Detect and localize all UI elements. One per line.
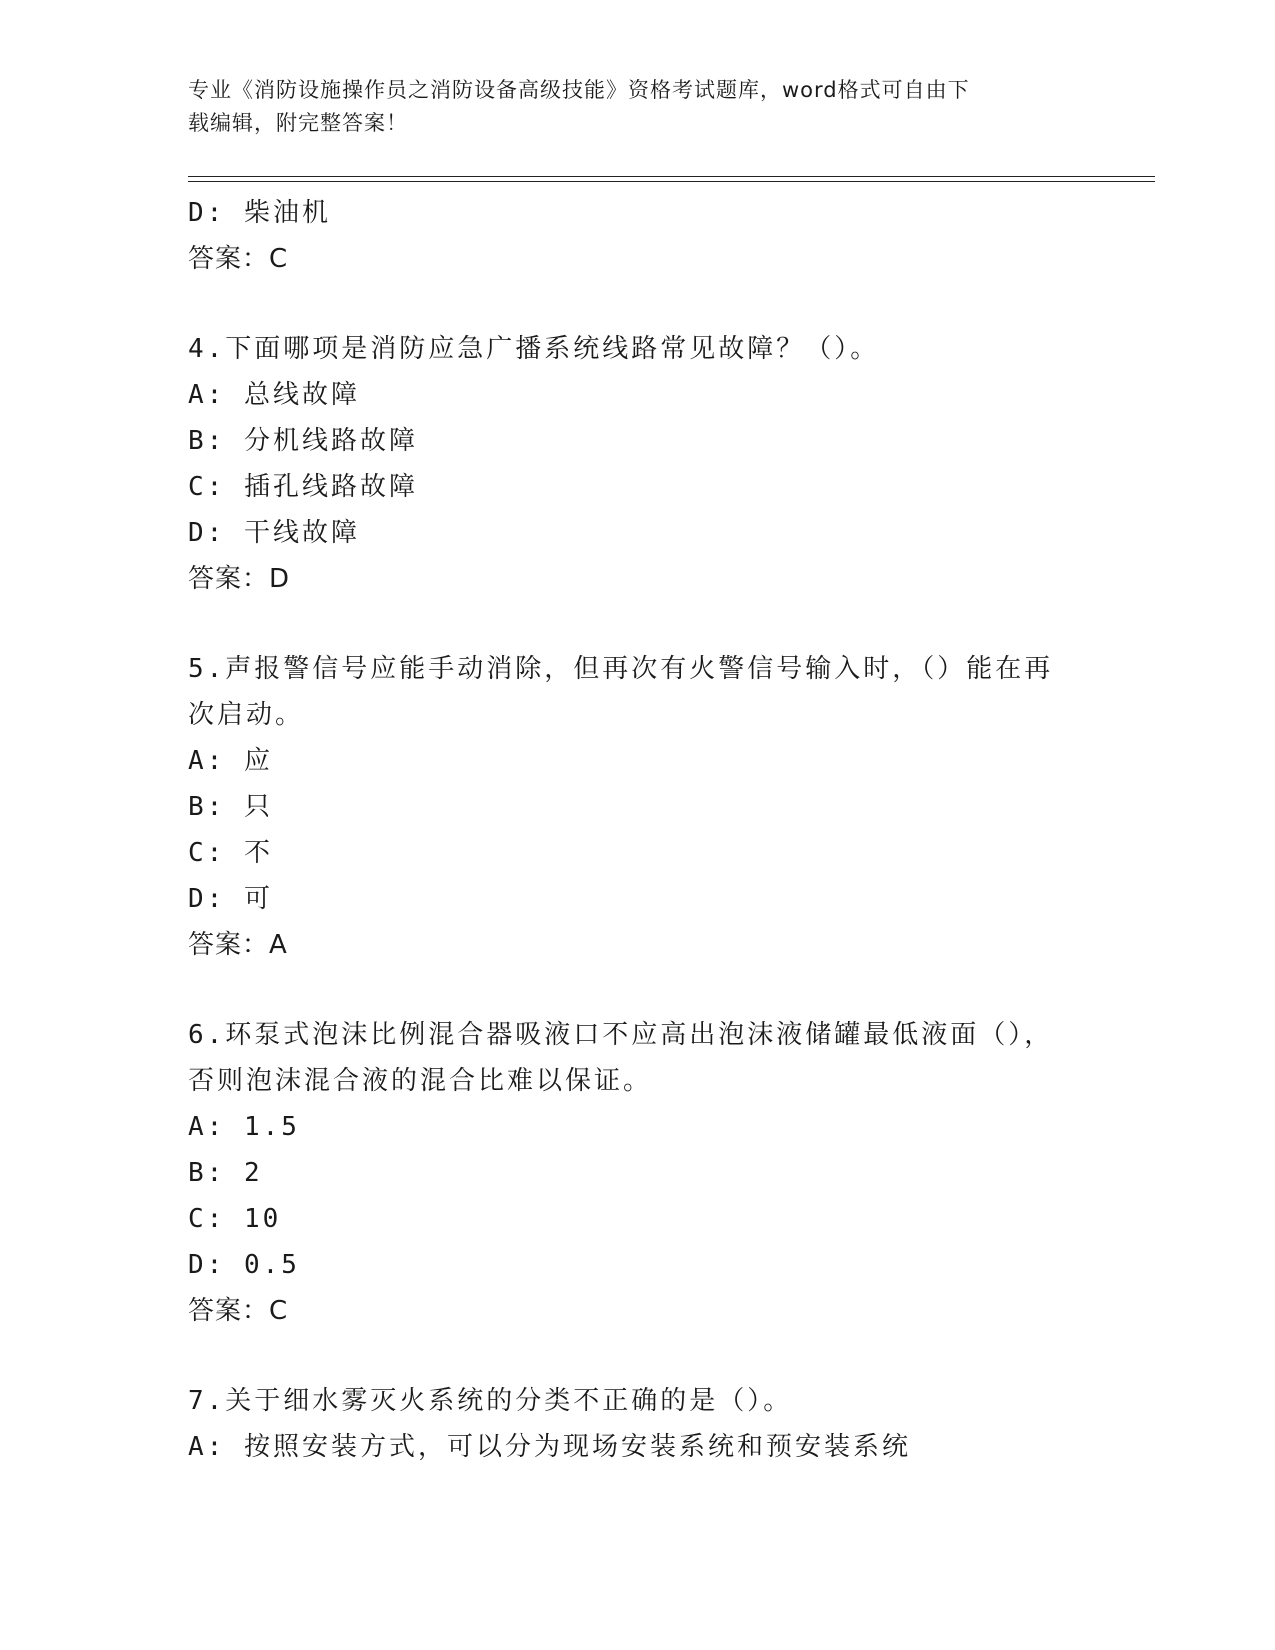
spacer xyxy=(188,602,1088,646)
q6-option-c: C: 10 xyxy=(188,1204,282,1234)
q4-option-a: A: 总线故障 xyxy=(188,380,360,410)
q5-answer: 答案：A xyxy=(188,930,288,960)
question-4 xyxy=(188,326,1088,602)
q4-option-c: C: 插孔线路故障 xyxy=(188,472,418,502)
question-7 xyxy=(188,1378,1088,1470)
q3-answer: 答案：C xyxy=(188,244,289,274)
spacer xyxy=(188,1334,1088,1378)
header-line-1: 专业《消防设施操作员之消防设备高级技能》资格考试题库，word格式可自由下 xyxy=(188,78,970,102)
q6-option-d: D: 0.5 xyxy=(188,1250,300,1280)
header-rule-top xyxy=(188,176,1155,177)
document-header xyxy=(188,74,1068,140)
q7-option-a: A: 按照安装方式，可以分为现场安装系统和预安装系统 xyxy=(188,1432,911,1462)
q6-answer: 答案：C xyxy=(188,1296,289,1326)
q4-option-b: B: 分机线路故障 xyxy=(188,426,418,456)
q6-option-a: A: 1.5 xyxy=(188,1112,300,1142)
question-6 xyxy=(188,1012,1088,1334)
q7-question-text: 7.关于细水雾灭火系统的分类不正确的是（）。 xyxy=(188,1386,793,1416)
spacer xyxy=(188,282,1088,326)
q6-option-b: B: 2 xyxy=(188,1158,263,1188)
spacer xyxy=(188,968,1088,1012)
q6-question-line-1: 6.环泵式泡沫比例混合器吸液口不应高出泡沫液储罐最低液面（）， xyxy=(188,1020,1054,1050)
question-list xyxy=(188,190,1088,1470)
header-line-2: 载编辑，附完整答案！ xyxy=(188,111,408,135)
question-3-tail xyxy=(188,190,1088,282)
q5-question-line-2: 次启动。 xyxy=(188,700,305,730)
q6-question-line-2: 否则泡沫混合液的混合比难以保证。 xyxy=(188,1066,653,1096)
q4-option-d: D: 干线故障 xyxy=(188,518,360,548)
q5-option-c: C: 不 xyxy=(188,838,273,868)
q5-option-b: B: 只 xyxy=(188,792,273,822)
header-rule-bottom xyxy=(188,181,1155,182)
question-5 xyxy=(188,646,1088,968)
q4-question-text: 4.下面哪项是消防应急广播系统线路常见故障？（）。 xyxy=(188,334,880,364)
q4-answer: 答案：D xyxy=(188,564,291,594)
q5-option-d: D: 可 xyxy=(188,884,273,914)
q5-option-a: A: 应 xyxy=(188,746,273,776)
q5-question-line-1: 5.声报警信号应能手动消除，但再次有火警信号输入时，（）能在再 xyxy=(188,654,1054,684)
q3-option-d: D: 柴油机 xyxy=(188,198,331,228)
